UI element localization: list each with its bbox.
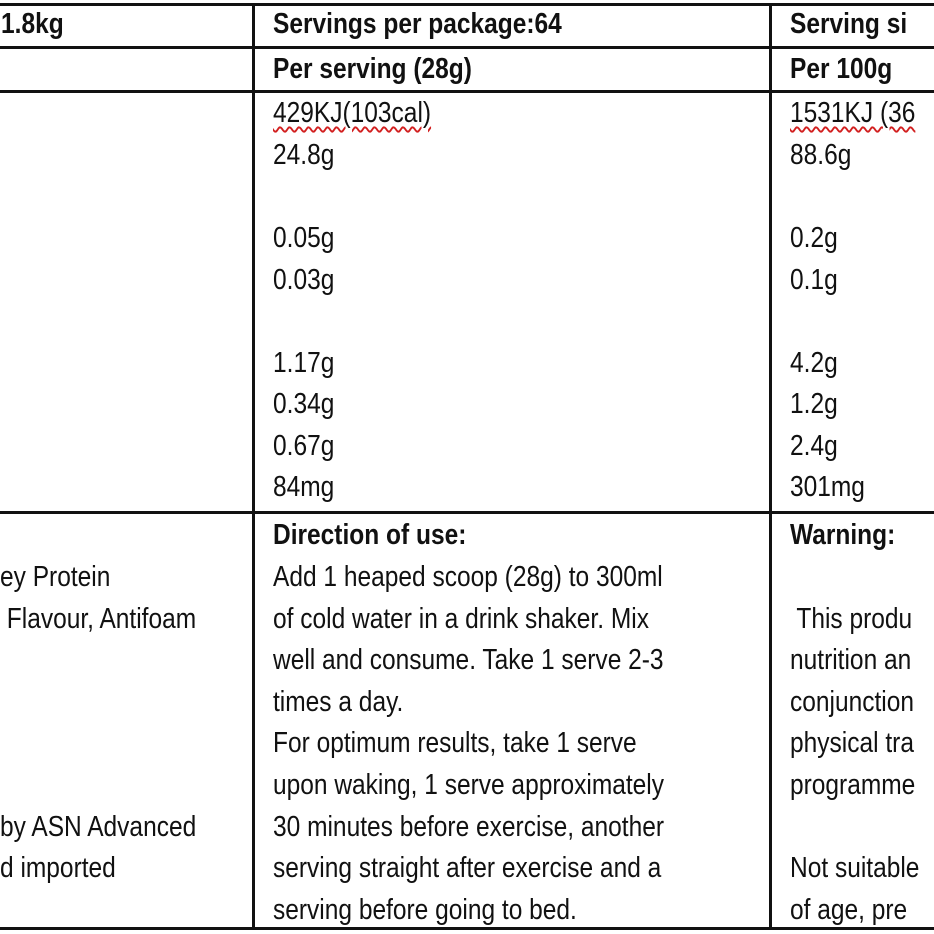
warning-line [790, 807, 919, 849]
directions-line: upon waking, 1 serve approximately [273, 768, 665, 801]
warning-line: programme [790, 768, 916, 801]
per-serving-value: 0.05g [273, 222, 335, 254]
ingredients-line: by ASN Advanced [0, 810, 197, 843]
ingredients-line [0, 640, 196, 682]
ingredients-line: d imported [0, 852, 116, 885]
per-100g-values [790, 135, 865, 509]
per-serving-value [273, 177, 334, 219]
directions-line: times a day. [273, 685, 404, 718]
warning-line: conjunction [790, 685, 915, 718]
ingredients-line: ey Protein [0, 561, 111, 593]
per-100g-value: 2.4g [790, 429, 838, 462]
per-100g-heading: Per 100g [790, 53, 893, 85]
per-100g-value: 301mg [790, 471, 865, 503]
energy-per-serving-value: 429KJ(103cal) [273, 97, 432, 129]
per-serving-value: 0.03g [273, 263, 335, 296]
directions-line: of cold water in a drink shaker. Mix [273, 602, 649, 635]
per-100g-value: 0.2g [790, 222, 838, 254]
per-100g-value [790, 301, 865, 343]
directions-line: well and consume. Take 1 serve 2-3 [273, 644, 664, 677]
serving-size-fragment: Serving si [790, 8, 908, 40]
directions-heading: Direction of use: [273, 519, 467, 551]
ingredients-line [0, 765, 196, 807]
ingredients-line: Flavour, Antifoam [0, 602, 197, 635]
per-serving-values [273, 135, 334, 509]
warning-text [790, 557, 919, 931]
warning-line: nutrition an [790, 644, 912, 677]
per-serving-value: 0.67g [273, 429, 335, 462]
net-weight-fragment: 1.8kg [1, 8, 64, 40]
per-serving-value: 0.34g [273, 388, 335, 420]
column-divider-2 [769, 3, 772, 930]
directions-line: For optimum results, take 1 serve [273, 727, 637, 760]
section-divider [0, 511, 934, 514]
directions-line: Add 1 heaped scoop (28g) to 300ml [273, 561, 663, 593]
ingredients-line [0, 723, 196, 765]
energy-per-serving [273, 93, 431, 135]
per-serving-value: 84mg [273, 471, 335, 503]
per-100g-value: 4.2g [790, 346, 838, 379]
directions-line: 30 minutes before exercise, another [273, 810, 665, 843]
per-100g-value: 1.2g [790, 388, 838, 420]
per-serving-heading: Per serving (28g) [273, 53, 472, 85]
energy-per-100g-value: 1531KJ (36 [790, 97, 916, 129]
ingredients-line [0, 682, 196, 724]
warning-line: physical tra [790, 727, 914, 760]
warning-line: Not suitable [790, 852, 920, 885]
per-serving-value: 24.8g [273, 139, 335, 171]
per-100g-value: 88.6g [790, 139, 852, 171]
per-serving-value: 1.17g [273, 346, 335, 379]
per-100g-value: 0.1g [790, 263, 838, 296]
warning-heading: Warning: [790, 519, 896, 551]
warning-line: of age, pre [790, 893, 908, 926]
directions-line: serving straight after exercise and a [273, 852, 662, 885]
servings-per-package: Servings per package:64 [273, 8, 562, 40]
ingredients-fragment [0, 557, 196, 890]
energy-per-100g [790, 93, 915, 135]
directions-line: serving before going to bed. [273, 893, 577, 926]
per-serving-value [273, 301, 334, 343]
per-100g-value [790, 177, 865, 219]
warning-line: This produ [790, 602, 913, 635]
directions-text [273, 557, 664, 931]
column-divider-1 [252, 3, 255, 930]
warning-line [790, 557, 919, 599]
